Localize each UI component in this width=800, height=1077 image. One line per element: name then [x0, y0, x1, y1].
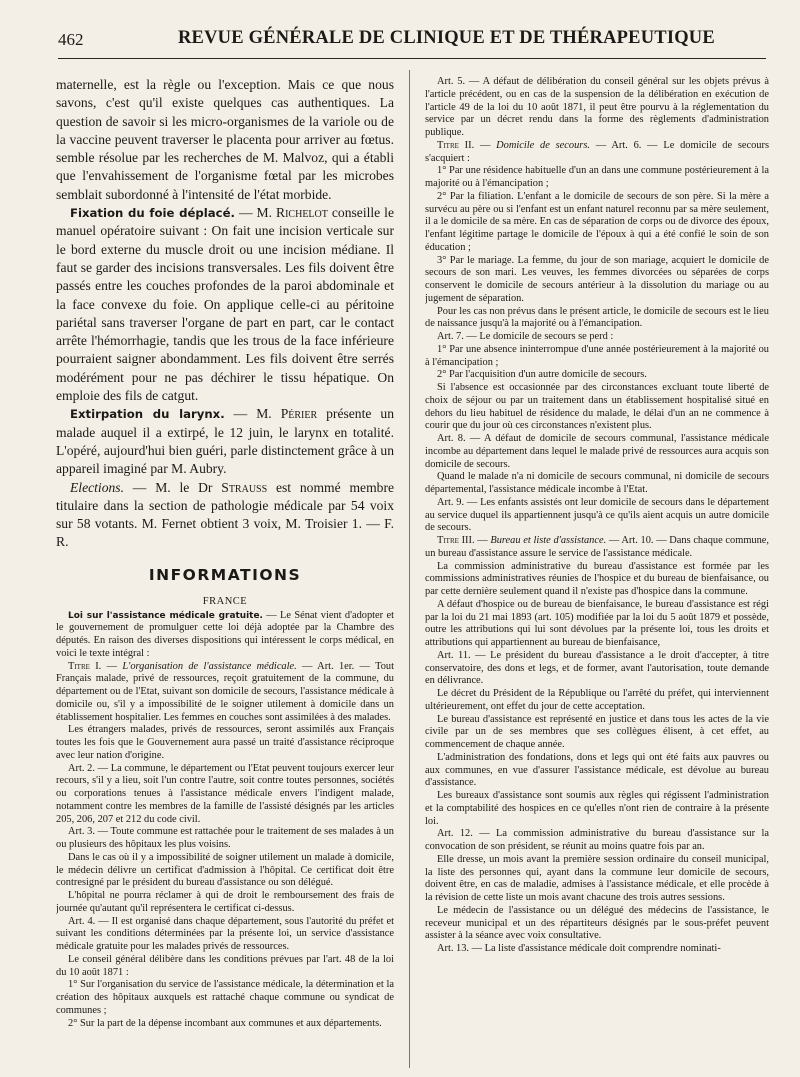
person-name: Périer	[280, 406, 318, 422]
paragraph: 1° Par une résidence habituelle d'un an dans une commune postérieurement à la majorité ou à l'émancipation ;	[425, 165, 769, 189]
paragraph: 3° Par le mariage. La femme, du jour de son mariage, acquiert le domicile de secours de son mari. Les veuves, les femmes divorcées ou séparées de corps conservent le domicile de secours antérieur à la dissolution du mariage ou au jugement de séparation.	[425, 254, 769, 304]
paragraph: Art. 7. — Le domicile de secours se perd :	[437, 331, 614, 342]
paragraph: Dans le cas où il y a impossibilité de soigner utilement un malade à domicile, le médecin délivre un certificat d'admission à l'hôpital. Ce certificat doit être contresigné par le président du bureau d'assistance ou son délégué.	[56, 851, 394, 889]
paragraph: Art. 3. — Toute commune est rattachée pour le traitement de ses malades à un ou plusieurs des hôpitaux les plus voisins.	[56, 826, 394, 851]
paragraph: Extirpation du larynx. — M. Périer présente un malade auquel il a extirpé, le 12 juin, le larynx en totalité. L'opéré, aujourd'hui bien guéri, parle distinctement grâce à un appareil imaginé par M. Aubry.	[56, 406, 394, 477]
subsection-title: FRANCE	[202, 595, 248, 607]
paragraph: Loi sur l'assistance médicale gratuite. — Le Sénat vient d'adopter et le gouvernement de promulguer cette loi déjà adoptée par la Chambre des députés. En raison des diverses dispositions qui intéressent le corps médical, en voici le texte intégral :	[56, 609, 394, 659]
paragraph: Art. 2. — La commune, le département ou l'Etat peuvent toujours exercer leur recours, s'il y a lieu, soit l'un contre l'autre, soit contre toutes personnes, sociétés ou corporations tenues à l'assistance médicale envers l'indigent malade, notamment contre les membres de la famille de l'assisté désignés par les articles 205, 206, 207 et 212 du code civil.	[56, 762, 394, 825]
column-divider	[409, 70, 410, 1068]
paragraph: Art. 4. — Il est organisé dans chaque département, sous l'autorité du préfet et suivant les conditions déterminées par la présente loi, un service d'assistance médicale gratuite pour les malades privés de ressources.	[56, 915, 394, 953]
paragraph: Titre II. — Domicile de secours. — Art. 6. — Le domicile de secours s'acquiert :	[425, 139, 769, 164]
paragraph: Elections. — M. le Dr Strauss est nommé membre titulaire dans la section de pathologie médicale par 54 voix sur 58 votants. M. Fernet obtient 3 voix, M. Troisier 1. — F. R.	[56, 479, 394, 550]
paragraph: Titre I. — L'organisation de l'assistance médicale. — Art. 1er. — Tout Français malade, privé de ressources, reçoit gratuitement de la commune, du département ou de l'Etat, suivant son domicile de secours, l'assistance médicale à domicile ou, s'il y a impossibilité de le soigner utilement à domicile dans un établissement hospitalier. Les femmes en couches sont assimilées à des malades.	[56, 660, 394, 723]
paragraph: 2° Sur la part de la dépense incombant aux communes et aux départements.	[68, 1017, 382, 1029]
running-title: REVUE GÉNÉRALE DE CLINIQUE ET DE THÉRAPEUTIQUE	[178, 28, 715, 48]
paragraph: Le bureau d'assistance est représenté en justice et dans tous les actes de la vie civile par un de ses membres que ses collègues élisent, à cet effet, au commencement de chaque année.	[425, 713, 769, 750]
paragraph: L'hôpital ne pourra réclamer à qui de droit le remboursement des frais de journée qu'autant qu'il représentera le certificat ci-dessus.	[56, 890, 394, 914]
section-title: INFORMATIONS	[148, 565, 302, 584]
paragraph: 1° Sur l'organisation du service de l'assistance médicale, la détermination et la création des hôpitaux auxquels est rattaché chaque commune ou syndicat de communes ;	[56, 979, 394, 1016]
paragraph: A défaut d'hospice ou de bureau de bienfaisance, le bureau d'assistance est régi par la loi du 21 mai 1893 (art. 105) modifiée par la loi du 5 août 1879 et possède, outre les attributions qui lui sont dévolues par la présente loi, tous les droits et attributions qui appartiennent au bureau de bienfaisance,	[425, 598, 769, 648]
paragraph: Elle dresse, un mois avant la première session ordinaire du conseil municipal, la liste des personnes qui, ayant dans la commune leur domicile de secours, doivent être, en cas de maladie, admises à l'assistance médicale, et elle procède à la révision de cette liste un mois avant chacune des trois autres sessions.	[425, 853, 769, 903]
person-name: Richelot	[276, 205, 328, 221]
paragraph: Art. 13. — La liste d'assistance médicale doit comprendre nominati-	[437, 943, 721, 954]
paragraph: Les étrangers malades, privés de ressources, seront assimilés aux Français toutes les fois que le Gouvernement aura passé un traité d'assistance réciproque avec leur nation d'origine.	[56, 724, 394, 761]
paragraph: Art. 11. — Le président du bureau d'assistance a le droit d'accepter, à titre conservatoire, des dons et legs, et de former, avant l'autorisation, toute demande en délivrance.	[425, 649, 769, 687]
paragraph: Le décret du Président de la République ou l'arrêté du préfet, qui interviennent ultérieurement, ont effet du jour de cette acceptation.	[425, 688, 769, 712]
paragraph: L'administration des fondations, dons et legs qui ont été faits aux pauvres ou aux communes, en vue d'assurer l'assistance médicale, est dévolue au bureau d'assistance.	[425, 751, 769, 789]
small-text-block	[56, 610, 394, 1031]
paragraph: Fixation du foie déplacé. — M. Richelot conseille le manuel opératoire suivant : On fait une incision verticale sur le bord externe du muscle droit ou une incision médiane. Il faut se garder des incisions transversales. Les fils doivent être passés entre les couches profondes de la paroi abdominale et la face convexe du foie. On applique celle-ci au péritoine pariétal sans traverser l'organe de part en part, car le contact arrête l'hémorrhagie, tandis que les trous de la face inférieure pourraient saigner abondamment. Les fils doivent être serrés modérément pour ne pas déchirer le tissu hépatique. On emploie des fils de catgut.	[56, 205, 394, 404]
run-in-heading: Loi sur l'assistance médicale gratuite.	[68, 610, 263, 621]
paragraph: Si l'absence est occasionnée par des circonstances excluant toute liberté de choix de séjour ou par un traitement dans un établissement hospitalisé situé en dehors du lieu habituel de résidence du malade, le délai d'un an ne commence à courir que du jour où ces circonstances n'existent plus.	[425, 382, 769, 432]
paragraph: Art. 9. — Les enfants assistés ont leur domicile de secours dans le département au service duquel ils appartiennent jusqu'à ce qu'ils aient acquis un autre domicile de secours.	[425, 496, 769, 534]
left-column	[56, 76, 394, 1030]
person-name: Strauss	[221, 479, 268, 495]
right-column	[425, 76, 769, 956]
paragraph: Titre III. — Bureau et liste d'assistance. — Art. 10. — Dans chaque commune, un bureau d'assistance assure le service de l'assistance médicale.	[425, 535, 769, 559]
paragraph: Les bureaux d'assistance sont soumis aux règles qui régissent l'administration et la comptabilité des hospices en ce qu'elles n'ont rien de contraire à la présente loi.	[425, 790, 769, 827]
paragraph: Le médecin de l'assistance ou un délégué des médecins de l'assistance, le receveur municipal et un des répartiteurs désignés par le sous-préfet peuvent assister à la séance avec voix consultative.	[425, 904, 769, 942]
paragraph: Quand le malade n'a ni domicile de secours communal, ni domicile de secours départemental, l'assistance médicale incombe à l'Etat.	[425, 471, 769, 495]
large-text-block	[56, 76, 394, 552]
paragraph: 1° Par une absence ininterrompue d'une année postérieurement à la majorité ou à l'émancipation ;	[425, 343, 769, 368]
run-in-heading: Fixation du foie déplacé.	[70, 206, 235, 221]
page-number: 462	[58, 30, 84, 49]
paragraph: 2° Par l'acquisition d'un autre domicile de secours.	[437, 369, 647, 381]
run-in-heading: Elections.	[70, 479, 124, 495]
paragraph: Art. 12. — La commission administrative du bureau d'assistance sur la convocation de son président, se réunit au moins quatre fois par an.	[425, 828, 769, 852]
running-header	[58, 24, 766, 59]
paragraph: Art. 5. — A défaut de délibération du conseil général sur les objets prévus à l'article précédent, ou en cas de la suspension de la délibération en exécution de l'article 49 de la loi du 10 août 1871, il peut être pourvu à la réglementation du service par un décret rendu dans la forme des règlements d'administration publique.	[425, 76, 769, 138]
paragraph: Art. 8. — A défaut de domicile de secours communal, l'assistance médicale incombe au département dans lequel le malade privé de ressources aura acquis son domicile de secours.	[425, 433, 769, 470]
paragraph: Le conseil général délibère dans les conditions prévues par l'art. 48 de la loi du 10 août 1871 :	[56, 953, 394, 978]
paragraph: maternelle, est la règle ou l'exception. Mais ce que nous savons, c'est qu'il existe quelques cas authentiques. La question de savoir si les micro-organismes de la variole ou de la vaccine peuvent traverser le placenta pour arriver au fœtus. semble résolue par les recherches de M. Malvoz, qui a établi que l'envahissement de l'organisme fœtal par les microbes semblait subordonné à l'intensité de l'état morbide.	[56, 77, 394, 202]
paragraph: 2° Par la filiation. L'enfant a le domicile de secours de son père. Si la mère a survécu au père ou si l'enfant est un enfant naturel reconnu par sa mère seulement, il a le domicile de sa mère. En cas de séparation de corps ou de divorce des époux, l'enfant légitime partage le domicile de l'époux à qui a été confié le soin de son éducation ;	[425, 190, 769, 253]
paragraph: Pour les cas non prévus dans le présent article, le domicile de secours est le lieu de naissance jusqu'à la majorité ou à l'émancipation.	[425, 305, 769, 330]
paragraph: La commission administrative du bureau d'assistance est formée par les commissions administratives réunies de l'hospice et du bureau de bienfaisance, ou par cette dernière seulement quand il n'existe pas d'hospice dans la commune.	[425, 560, 769, 597]
run-in-heading: Extirpation du larynx.	[70, 407, 225, 422]
